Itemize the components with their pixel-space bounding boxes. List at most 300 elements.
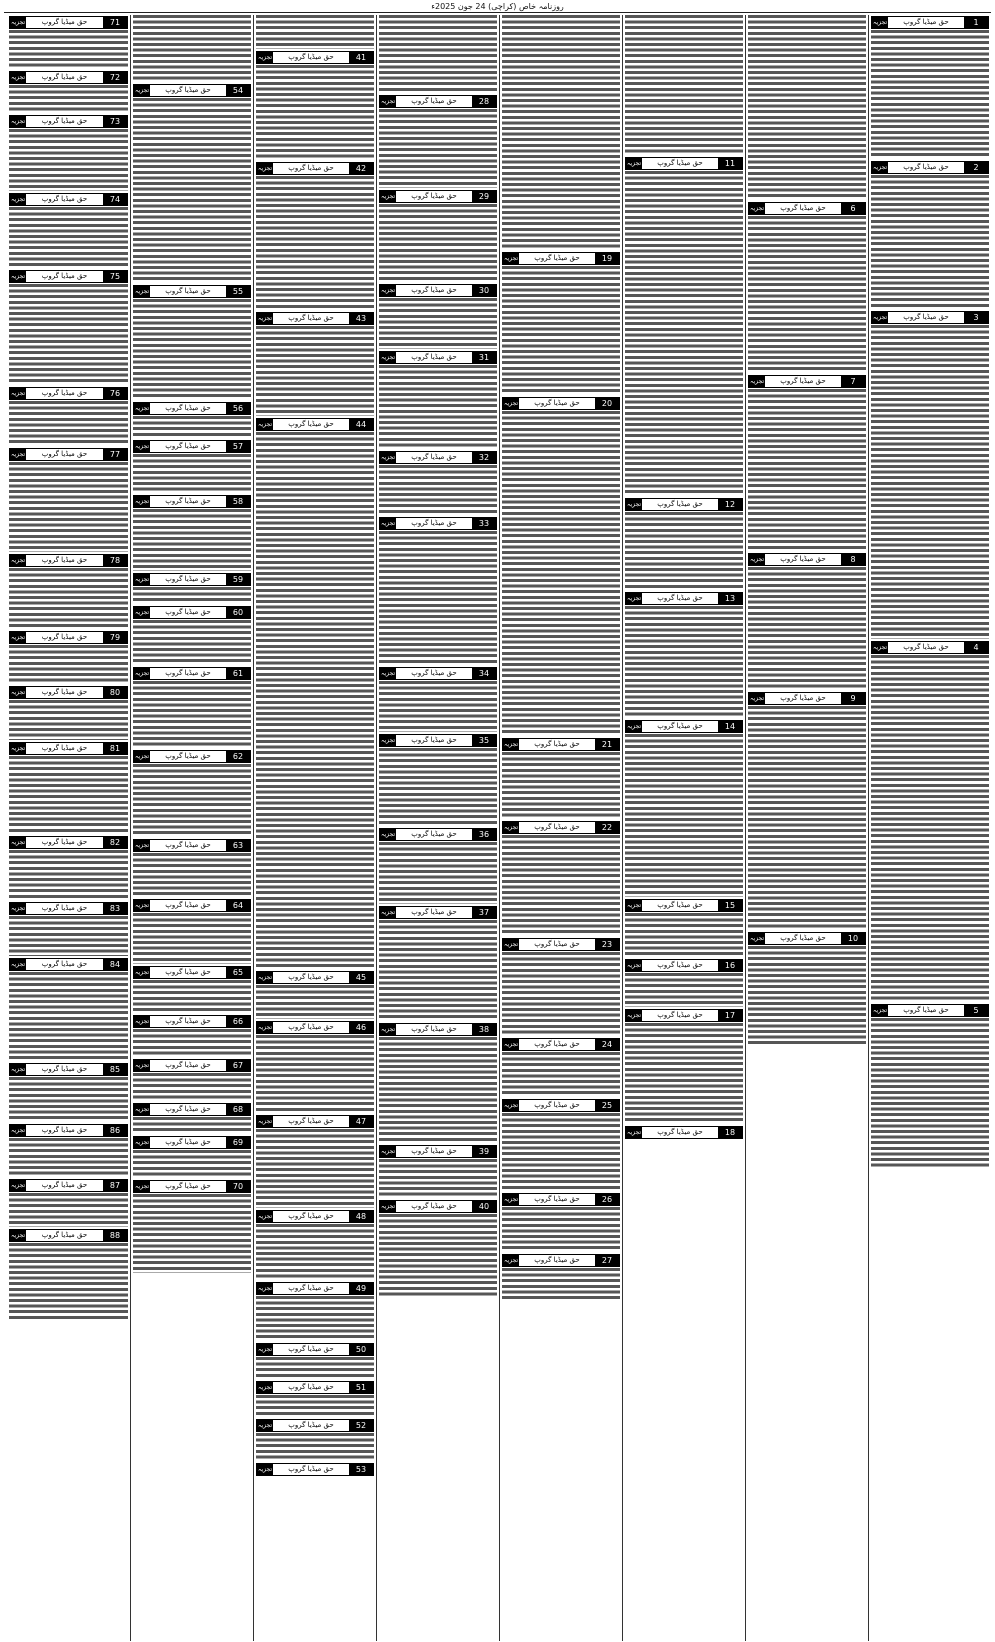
item-number: 71 xyxy=(103,17,127,28)
item-number: 33 xyxy=(472,518,496,529)
item-header xyxy=(379,451,497,464)
item-number: 66 xyxy=(226,1016,250,1027)
item-number: 10 xyxy=(841,933,865,944)
item-tag: تجزیہ xyxy=(10,1182,26,1190)
news-item xyxy=(502,1254,620,1302)
item-number: 85 xyxy=(103,1064,127,1075)
item-header xyxy=(502,252,620,265)
item-tag: تجزیہ xyxy=(503,399,519,407)
item-number: 55 xyxy=(226,286,250,297)
item-number: 22 xyxy=(595,822,619,833)
news-item xyxy=(379,517,497,665)
item-tag: تجزیہ xyxy=(380,519,396,527)
item-body-text xyxy=(871,30,989,159)
item-source-label: حق میڈیا گروپ xyxy=(396,352,472,363)
item-body-text xyxy=(256,176,374,310)
item-body-text xyxy=(256,1035,374,1113)
news-item xyxy=(133,84,251,283)
item-number: 3 xyxy=(964,312,988,323)
item-tag: تجزیہ xyxy=(134,443,150,451)
item-tag: تجزیہ xyxy=(134,1106,150,1114)
item-header xyxy=(502,1254,620,1267)
item-tag: تجزیہ xyxy=(10,1066,26,1074)
item-number: 76 xyxy=(103,388,127,399)
news-item xyxy=(379,828,497,904)
news-item xyxy=(871,16,989,159)
item-source-label: حق میڈیا گروپ xyxy=(888,162,964,173)
item-header xyxy=(9,16,128,29)
item-tag: تجزیہ xyxy=(380,1147,396,1155)
item-source-label: حق میڈیا گروپ xyxy=(26,743,103,754)
item-tag: تجزیہ xyxy=(10,450,26,458)
item-header xyxy=(9,115,128,128)
item-source-label: حق میڈیا گروپ xyxy=(273,1464,349,1475)
item-number: 43 xyxy=(349,313,373,324)
item-body-text xyxy=(133,1150,251,1178)
item-tag: تجزیہ xyxy=(749,204,765,212)
news-item xyxy=(379,906,497,1021)
news-item xyxy=(133,966,251,1014)
item-header xyxy=(379,906,497,919)
item-source-label: حق میڈیا گروپ xyxy=(150,967,226,978)
item-header xyxy=(256,1115,374,1128)
item-source-label: حق میڈیا گروپ xyxy=(26,17,103,28)
item-tag: تجزیہ xyxy=(10,1126,26,1134)
item-tag: تجزیہ xyxy=(10,1231,26,1239)
item-source-label: حق میڈیا گروپ xyxy=(396,1146,472,1157)
item-body-text xyxy=(379,204,497,282)
item-body-text xyxy=(379,1214,497,1298)
item-body-text xyxy=(748,706,866,930)
item-tag: تجزیہ xyxy=(10,118,26,126)
item-source-label: حق میڈیا گروپ xyxy=(273,163,349,174)
item-number: 7 xyxy=(841,376,865,387)
news-item xyxy=(748,932,866,1047)
news-item xyxy=(502,738,620,819)
news-item xyxy=(133,285,251,400)
item-body-text xyxy=(133,764,251,837)
news-item xyxy=(9,1229,128,1321)
news-column xyxy=(622,15,745,1641)
item-number: 86 xyxy=(103,1125,127,1136)
item-number: 46 xyxy=(349,1022,373,1033)
item-body-text xyxy=(871,325,989,639)
item-header xyxy=(256,51,374,64)
item-body-text xyxy=(133,1073,251,1101)
item-number: 36 xyxy=(472,829,496,840)
item-source-label: حق میڈیا گروپ xyxy=(519,1039,595,1050)
news-item xyxy=(625,899,743,958)
item-source-label: حق میڈیا گروپ xyxy=(519,739,595,750)
item-header xyxy=(133,84,251,97)
item-number: 75 xyxy=(103,271,127,282)
item-number: 45 xyxy=(349,972,373,983)
item-header xyxy=(379,351,497,364)
news-item xyxy=(748,15,866,200)
item-tag: تجزیہ xyxy=(380,670,396,678)
item-header xyxy=(625,899,743,912)
item-body-text xyxy=(133,1029,251,1057)
news-item xyxy=(9,631,128,684)
news-item xyxy=(871,161,989,309)
item-tag: تجزیہ xyxy=(10,838,26,846)
item-header xyxy=(256,1210,374,1223)
item-number: 15 xyxy=(718,900,742,911)
news-item xyxy=(256,1282,374,1341)
item-number: 84 xyxy=(103,959,127,970)
item-number: 12 xyxy=(718,499,742,510)
item-header xyxy=(625,592,743,605)
item-number: 70 xyxy=(226,1181,250,1192)
item-body-text xyxy=(379,681,497,731)
item-tag: تجزیہ xyxy=(257,1466,273,1474)
item-header xyxy=(871,161,989,174)
news-item xyxy=(502,821,620,936)
item-header xyxy=(133,667,251,680)
item-source-label: حق میڈیا گروپ xyxy=(150,1137,226,1148)
news-item xyxy=(625,1126,743,1139)
news-item xyxy=(9,193,128,269)
item-body-text xyxy=(871,175,989,309)
masthead xyxy=(4,0,991,13)
item-tag: تجزیہ xyxy=(503,1101,519,1109)
news-item xyxy=(379,451,497,515)
item-number: 29 xyxy=(472,191,496,202)
item-number: 31 xyxy=(472,352,496,363)
item-source-label: حق میڈیا گروپ xyxy=(519,1100,595,1111)
item-source-label: حق میڈیا گروپ xyxy=(396,285,472,296)
item-source-label: حق میڈیا گروپ xyxy=(26,632,103,643)
news-item xyxy=(133,1015,251,1057)
news-item xyxy=(256,51,374,160)
item-body-text xyxy=(748,216,866,373)
item-header xyxy=(871,311,989,324)
item-tag: تجزیہ xyxy=(380,353,396,361)
item-header xyxy=(9,958,128,971)
item-body-text xyxy=(256,1395,374,1417)
item-source-label: حق میڈیا گروپ xyxy=(765,554,841,565)
item-header xyxy=(256,1463,374,1476)
item-number: 48 xyxy=(349,1211,373,1222)
item-source-label: حق میڈیا گروپ xyxy=(26,555,103,566)
item-source-label: حق میڈیا گروپ xyxy=(888,312,964,323)
item-header xyxy=(625,498,743,511)
item-body-text xyxy=(9,972,128,1062)
news-item xyxy=(625,720,743,896)
news-item xyxy=(133,495,251,571)
item-number: 40 xyxy=(472,1201,496,1212)
item-header xyxy=(379,828,497,841)
item-body-text xyxy=(379,15,497,93)
news-item xyxy=(625,959,743,1007)
news-item xyxy=(871,1004,989,1169)
item-header xyxy=(379,734,497,747)
item-tag: تجزیہ xyxy=(134,902,150,910)
item-number: 23 xyxy=(595,939,619,950)
item-source-label: حق میڈیا گروپ xyxy=(273,1211,349,1222)
item-source-label: حق میڈیا گروپ xyxy=(273,972,349,983)
item-body-text xyxy=(9,645,128,684)
item-source-label: حق میڈیا گروپ xyxy=(642,900,718,911)
news-item xyxy=(256,312,374,416)
news-column xyxy=(376,15,499,1641)
news-item xyxy=(133,899,251,963)
item-header xyxy=(379,1200,497,1213)
item-source-label: حق میڈیا گروپ xyxy=(273,1022,349,1033)
item-tag: تجزیہ xyxy=(380,1203,396,1211)
item-header xyxy=(9,554,128,567)
item-source-label: حق میڈیا گروپ xyxy=(26,388,103,399)
item-source-label: حق میڈیا گروپ xyxy=(273,1420,349,1431)
item-source-label: حق میڈیا گروپ xyxy=(273,1344,349,1355)
item-tag: تجزیہ xyxy=(134,87,150,95)
item-tag: تجزیہ xyxy=(10,19,26,26)
item-source-label: حق میڈیا گروپ xyxy=(150,900,226,911)
item-source-label: حق میڈیا گروپ xyxy=(150,840,226,851)
news-item xyxy=(133,15,251,82)
item-header xyxy=(256,1282,374,1295)
item-tag: تجزیہ xyxy=(134,1139,150,1147)
item-body-text xyxy=(133,587,251,604)
item-tag: تجزیہ xyxy=(872,19,888,26)
item-tag: تجزیہ xyxy=(10,74,26,82)
item-tag: تجزیہ xyxy=(380,192,396,200)
item-header xyxy=(748,692,866,705)
item-number: 58 xyxy=(226,496,250,507)
item-header xyxy=(9,71,128,84)
item-number: 72 xyxy=(103,72,127,83)
item-tag: تجزیہ xyxy=(380,831,396,839)
item-tag: تجزیہ xyxy=(134,968,150,976)
item-body-text xyxy=(748,15,866,200)
item-header xyxy=(502,1099,620,1112)
item-source-label: حق میڈیا گروپ xyxy=(150,1060,226,1071)
item-number: 32 xyxy=(472,452,496,463)
item-body-text xyxy=(502,266,620,395)
news-item xyxy=(502,1193,620,1252)
item-source-label: حق میڈیا گروپ xyxy=(273,52,349,63)
item-tag: تجزیہ xyxy=(872,163,888,171)
item-tag: تجزیہ xyxy=(380,98,396,106)
item-body-text xyxy=(133,98,251,283)
item-body-text xyxy=(625,973,743,1007)
item-header xyxy=(256,1343,374,1356)
item-body-text xyxy=(133,853,251,898)
item-tag: تجزیہ xyxy=(380,736,396,744)
item-body-text xyxy=(625,15,743,155)
item-tag: تجزیہ xyxy=(10,390,26,398)
item-source-label: حق میڈیا گروپ xyxy=(150,607,226,618)
news-item xyxy=(871,641,989,1002)
item-source-label: حق میڈیا گروپ xyxy=(396,1201,472,1212)
item-tag: تجزیہ xyxy=(503,1040,519,1048)
item-source-label: حق میڈیا گروپ xyxy=(150,85,226,96)
item-number: 13 xyxy=(718,593,742,604)
item-body-text xyxy=(502,411,620,736)
item-source-label: حق میڈیا گروپ xyxy=(150,1104,226,1115)
item-source-label: حق میڈیا گروپ xyxy=(396,452,472,463)
news-item xyxy=(256,971,374,1019)
item-number: 62 xyxy=(226,751,250,762)
item-body-text xyxy=(256,1224,374,1280)
item-tag: تجزیہ xyxy=(872,314,888,322)
news-item xyxy=(9,1063,128,1122)
item-header xyxy=(871,16,989,29)
item-tag: تجزیہ xyxy=(380,908,396,916)
item-source-label: حق میڈیا گروپ xyxy=(642,960,718,971)
item-body-text xyxy=(625,512,743,590)
masthead-text: روزنامہ خاص (کراچی) 24 جون 2025ء xyxy=(431,1,564,11)
item-header xyxy=(133,899,251,912)
item-body-text xyxy=(748,389,866,551)
item-source-label: حق میڈیا گروپ xyxy=(26,1230,103,1241)
news-item xyxy=(748,375,866,551)
item-header xyxy=(9,270,128,283)
news-item xyxy=(133,606,251,665)
item-body-text xyxy=(9,85,128,113)
item-tag: تجزیہ xyxy=(257,1345,273,1353)
item-number: 9 xyxy=(841,693,865,704)
news-item xyxy=(9,554,128,630)
item-header xyxy=(9,1229,128,1242)
news-item xyxy=(9,742,128,834)
item-number: 28 xyxy=(472,96,496,107)
item-body-text xyxy=(379,748,497,826)
item-number: 51 xyxy=(349,1382,373,1393)
item-tag: تجزیہ xyxy=(872,643,888,651)
item-source-label: حق میڈیا گروپ xyxy=(273,1382,349,1393)
news-item xyxy=(9,115,128,191)
item-source-label: حق میڈیا گروپ xyxy=(888,17,964,28)
item-number: 18 xyxy=(718,1127,742,1138)
item-body-text xyxy=(256,326,374,416)
news-item xyxy=(502,15,620,250)
news-item xyxy=(748,202,866,373)
item-tag: تجزیہ xyxy=(257,420,273,428)
news-item xyxy=(256,1115,374,1207)
news-column xyxy=(868,15,991,1641)
item-header xyxy=(502,1038,620,1051)
item-body-text xyxy=(133,299,251,400)
item-number: 19 xyxy=(595,253,619,264)
news-item xyxy=(9,71,128,113)
item-header xyxy=(133,285,251,298)
item-tag: تجزیہ xyxy=(749,935,765,943)
item-body-text xyxy=(625,171,743,496)
news-item xyxy=(256,1381,374,1417)
item-header xyxy=(9,193,128,206)
item-number: 79 xyxy=(103,632,127,643)
item-number: 38 xyxy=(472,1024,496,1035)
item-body-text xyxy=(502,752,620,819)
item-body-text xyxy=(133,454,251,493)
item-tag: تجزیہ xyxy=(503,1256,519,1264)
news-item xyxy=(133,402,251,438)
item-body-text xyxy=(133,509,251,571)
item-source-label: حق میڈیا گروپ xyxy=(765,376,841,387)
item-source-label: حق میڈیا گروپ xyxy=(26,116,103,127)
news-item xyxy=(748,692,866,930)
news-item xyxy=(9,448,128,552)
item-source-label: حق میڈیا گروپ xyxy=(26,449,103,460)
item-source-label: حق میڈیا گروپ xyxy=(26,837,103,848)
item-source-label: حق میڈیا گروپ xyxy=(396,907,472,918)
news-item xyxy=(502,1099,620,1191)
item-number: 4 xyxy=(964,642,988,653)
item-header xyxy=(502,397,620,410)
item-body-text xyxy=(871,1018,989,1169)
item-source-label: حق میڈیا گروپ xyxy=(26,1180,103,1191)
item-tag: تجزیہ xyxy=(257,315,273,323)
item-header xyxy=(133,1180,251,1193)
item-source-label: حق میڈیا گروپ xyxy=(26,1064,103,1075)
news-item xyxy=(502,397,620,736)
news-item xyxy=(133,750,251,837)
item-source-label: حق میڈیا گروپ xyxy=(273,1116,349,1127)
item-tag: تجزیہ xyxy=(10,905,26,913)
item-tag: تجزیہ xyxy=(134,404,150,412)
item-body-text xyxy=(502,835,620,936)
item-source-label: حق میڈیا گروپ xyxy=(396,829,472,840)
item-source-label: حق میڈیا گروپ xyxy=(26,72,103,83)
item-header xyxy=(9,1124,128,1137)
item-body-text xyxy=(256,15,374,49)
item-number: 24 xyxy=(595,1039,619,1050)
item-number: 60 xyxy=(226,607,250,618)
item-source-label: حق میڈیا گروپ xyxy=(26,903,103,914)
news-column xyxy=(253,15,376,1641)
news-item xyxy=(133,1180,251,1272)
item-number: 37 xyxy=(472,907,496,918)
item-tag: تجزیہ xyxy=(10,960,26,968)
item-tag: تجزیہ xyxy=(257,1422,273,1430)
news-item xyxy=(256,418,374,970)
news-item xyxy=(9,686,128,739)
news-item xyxy=(379,351,497,449)
item-header xyxy=(256,1419,374,1432)
item-tag: تجزیہ xyxy=(10,195,26,203)
news-column xyxy=(130,15,253,1641)
item-number: 65 xyxy=(226,967,250,978)
item-header xyxy=(379,1145,497,1158)
item-tag: تجزیہ xyxy=(10,634,26,642)
item-number: 6 xyxy=(841,203,865,214)
item-body-text xyxy=(9,1243,128,1321)
news-item xyxy=(502,1038,620,1097)
item-header xyxy=(9,686,128,699)
news-item xyxy=(9,387,128,446)
item-body-text xyxy=(625,606,743,718)
item-tag: تجزیہ xyxy=(257,1383,273,1391)
item-header xyxy=(133,573,251,586)
item-number: 68 xyxy=(226,1104,250,1115)
item-number: 27 xyxy=(595,1255,619,1266)
item-tag: تجزیہ xyxy=(626,901,642,909)
item-header xyxy=(625,959,743,972)
item-tag: تجزیہ xyxy=(749,377,765,385)
item-number: 39 xyxy=(472,1146,496,1157)
item-number: 78 xyxy=(103,555,127,566)
item-tag: تجزیہ xyxy=(134,1183,150,1191)
item-body-text xyxy=(256,65,374,160)
item-header xyxy=(379,517,497,530)
item-number: 1 xyxy=(964,17,988,28)
item-body-text xyxy=(379,465,497,515)
item-source-label: حق میڈیا گروپ xyxy=(150,1016,226,1027)
item-number: 52 xyxy=(349,1420,373,1431)
item-body-text xyxy=(9,129,128,191)
news-item xyxy=(133,667,251,748)
